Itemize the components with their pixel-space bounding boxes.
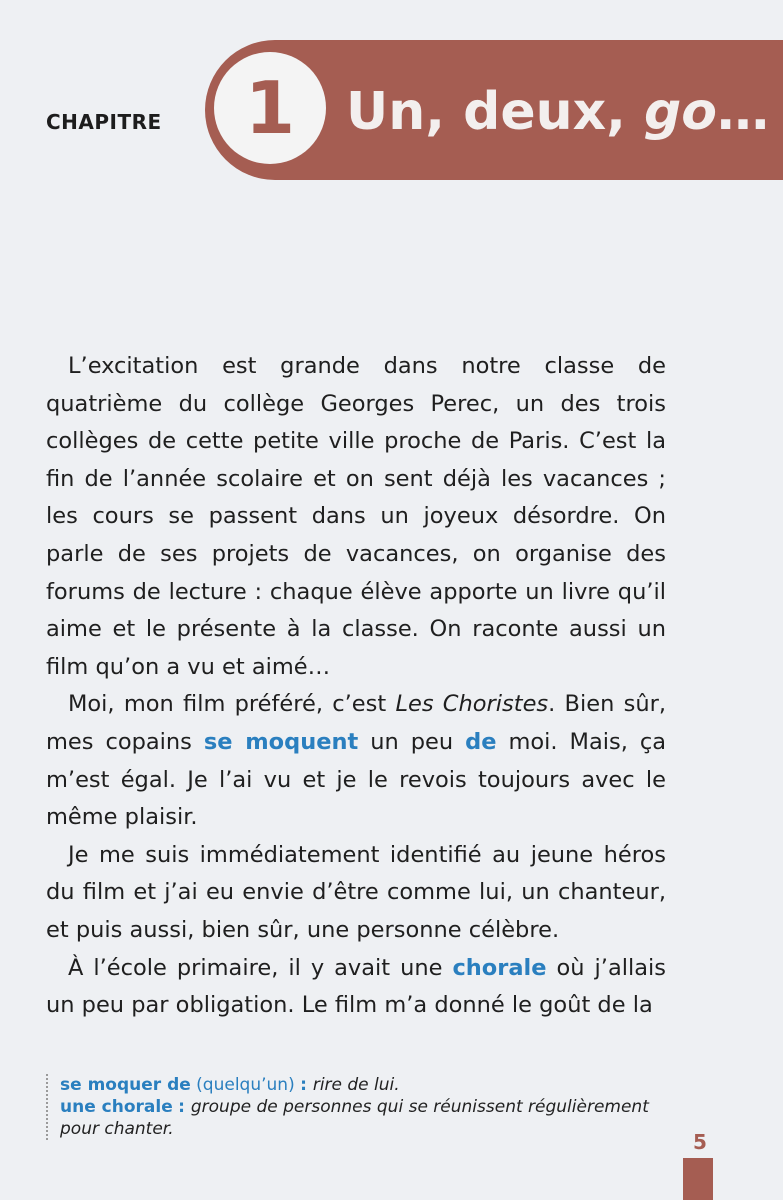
page-tab <box>683 1158 713 1200</box>
chapter-label: CHAPITRE <box>46 110 162 134</box>
film-title: Les Choristes <box>395 691 549 718</box>
paragraph-4 <box>46 950 666 1025</box>
glossary-separator: : <box>300 1075 313 1095</box>
chapter-title-italic: go <box>644 82 717 142</box>
glossary-definition: groupe de personnes qui se réunissent régulièrement pour chanter. <box>60 1097 649 1139</box>
paragraph-3: Je me suis immédiatement identifié au jeune héros du film et j’ai eu envie d’être comme lui, un chanteur, et puis aussi, bien sûr, une personne célèbre. <box>46 841 666 943</box>
body-text <box>46 348 666 1025</box>
glossary-term-note: (quelqu’un) <box>190 1075 301 1095</box>
glossary <box>46 1074 660 1140</box>
glossary-separator: : <box>178 1097 191 1117</box>
keyword-chorale: chorale <box>452 954 547 981</box>
paragraph-4-text-b: où j’allais un peu par obligation. Le film m’a donné le goût de la <box>46 954 666 1019</box>
paragraph-1: L’excitation est grande dans notre classe de quatrième du collège Georges Perec, un des trois collèges de cette petite ville proche de Paris. C’est la fin de l’année scolaire et on sent déjà les vacances ; les cours se passent dans un joyeux désordre. On parle de ses projets de vacances, on organise des forums de lecture : chaque élève apporte un livre qu’il aime et le présente à la classe. On raconte aussi un film qu’on a vu et aimé… <box>46 353 666 680</box>
glossary-term: une chorale <box>60 1097 173 1117</box>
keyword-de: de <box>465 728 497 755</box>
paragraph-2-text-c: un peu <box>358 728 466 755</box>
glossary-entry <box>60 1096 660 1140</box>
page-number: 5 <box>693 1130 707 1154</box>
paragraph-2 <box>46 686 666 836</box>
chapter-title <box>346 82 769 142</box>
paragraph-2-text-b: . Bien sûr, mes copains <box>46 691 666 755</box>
paragraph-2-text-d: moi. Mais, ça m’est égal. Je l’ai vu et je le revois toujours avec le même plaisir. <box>46 728 666 831</box>
paragraph-4-text-a: À l’école primaire, il y avait une <box>68 954 453 981</box>
paragraph-2-text-a: Moi, mon film préféré, c’est <box>68 691 396 718</box>
keyword-se-moquent: se moquent <box>203 728 359 755</box>
glossary-definition: rire de lui. <box>312 1075 400 1095</box>
chapter-title-end: … <box>716 82 769 142</box>
chapter-title-main: Un, deux, <box>346 82 645 142</box>
chapter-number-badge <box>214 52 326 164</box>
chapter-number: 1 <box>244 66 296 150</box>
glossary-entry <box>60 1074 660 1096</box>
glossary-term: se moquer de <box>60 1075 191 1095</box>
